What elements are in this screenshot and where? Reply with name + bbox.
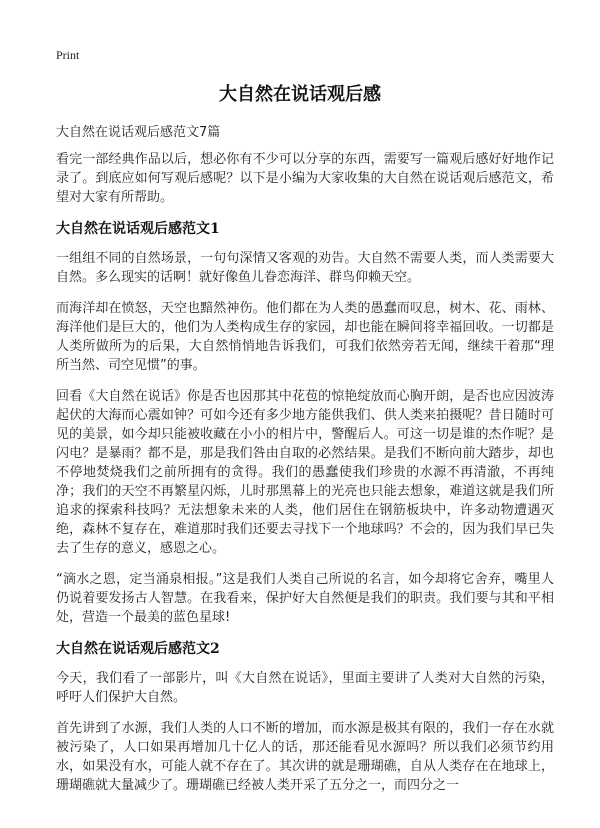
article-body xyxy=(56,150,554,807)
print-link[interactable]: Print xyxy=(56,48,80,62)
body-paragraph: 而海洋却在愤怒，天空也黯然神伤。他们都在为人类的愚蠢而叹息，树木、花、雨林、海洋他们是巨大的，他们为人类构成生存的家园，却也能在瞬间将幸福回收。一切都是人类所做所为的后果，大自然悄悄地告诉我们，可我们依然旁若无闻，继续干着那“理所当然、司空见惯”的事。 xyxy=(56,301,554,373)
body-paragraph: 回看《大自然在说话》你是否也因那其中花苞的惊艳绽放而心胸开朗，是否也应因波涛起伏的大海而心震如钟？可如今还有多少地方能供我们、供人类来拍摄呢？昔日随时可见的美景，如今却只能被收藏在小小的相片中，警醒后人。可这一切是谁的杰作呢？是闪电？是暴雨？都不是，那是我们咎由自取的必然结果。是我们不断向前大踏步，却也不停地焚烧我们之前所拥有的贪得。我们的愚蠢使我们珍贵的水源不再清澈，不再纯净；我们的天空不再繁星闪烁，儿时那黑幕上的光亮也只能去想象，难道这就是我们所追求的探索科技吗？无法想象未来的人类，他们居住在钢筋板块中，许多动物遭遇灭绝，森林不复存在，难道那时我们还要去寻找下一个地球吗？不会的，因为我们早已失去了生存的意义，感恩之心。 xyxy=(56,389,554,556)
section-heading: 大自然在说话观后感范文2 xyxy=(56,641,220,657)
document-subtitle: 大自然在说话观后感范文7篇 xyxy=(56,125,221,140)
section-heading: 大自然在说话观后感范文1 xyxy=(56,221,220,237)
body-paragraph: “滴水之恩，定当涌泉相报。”这是我们人类自己所说的名言，如今却将它舍弃，嘴里人仍说着要发扬古人智慧。在我看来，保护好大自然便是我们的职责。我们要与其和平相处，营造一个最美的蓝色星球! xyxy=(56,572,554,625)
page-title: 大自然在说话观后感 xyxy=(219,84,381,105)
body-paragraph: 今天，我们看了一部影片，叫《大自然在说话》，里面主要讲了人类对大自然的污染，呼吁人们保护大自然。 xyxy=(56,671,554,705)
body-paragraph: 首先讲到了水源，我们人类的人口不断的增加，而水源是极其有限的，我们一存在水就被污染了，人口如果再增加几十亿人的话，那还能看见水源吗？所以我们必须节约用水，如果没有水，可能人就不存在了。其次讲的就是珊瑚礁，自从人类存在在地球上，珊瑚礁就大量减少了。珊瑚礁已经被人类开采了五分之一，而四分之一 xyxy=(56,721,554,793)
intro-paragraph: 看完一部经典作品以后，想必你有不少可以分享的东西，需要写一篇观后感好好地作记录了。到底应如何写观后感呢？以下是小编为大家收集的大自然在说话观后感范文，希望对大家有所帮助。 xyxy=(56,152,554,205)
body-paragraph: 一组组不同的自然场景，一句句深情又客观的劝告。大自然不需要人类，而人类需要大自然。多么现实的话啊！就好像鱼儿眷恋海洋、群鸟仰赖天空。 xyxy=(56,251,554,285)
